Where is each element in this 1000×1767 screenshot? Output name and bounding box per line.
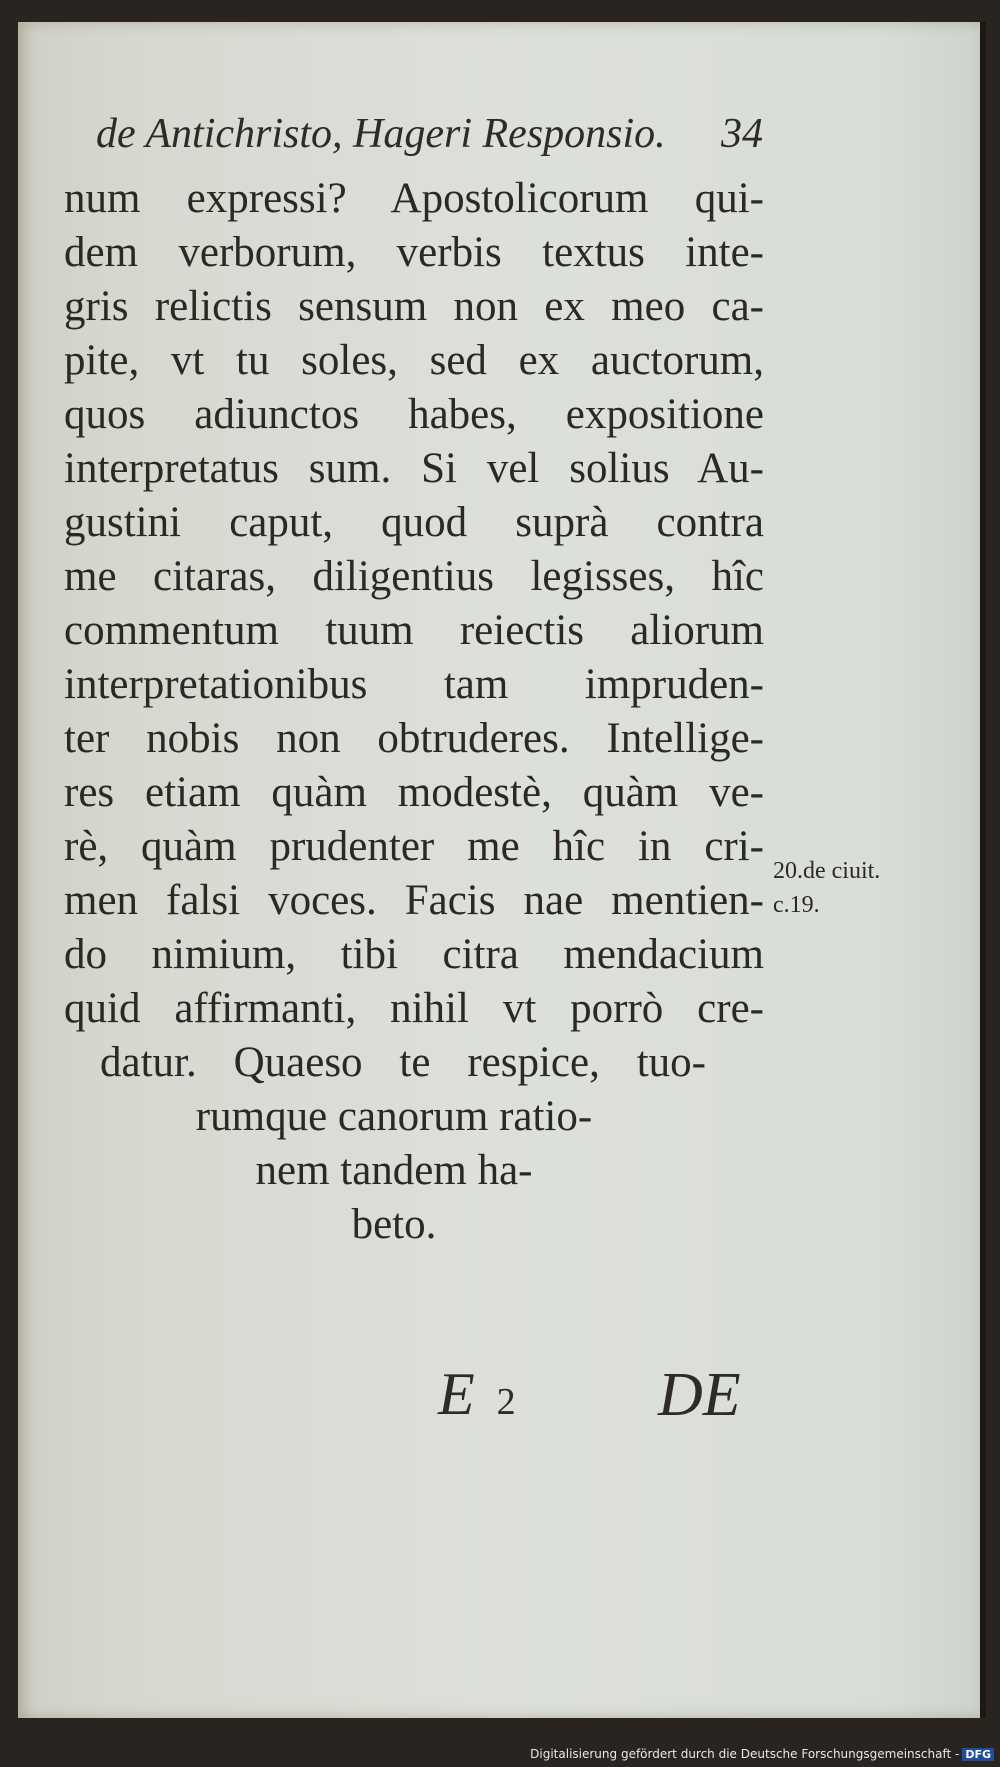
margin-note-line: c.19. xyxy=(773,892,820,918)
text-line: datur. Quaeso te respice, tuo- xyxy=(100,1039,706,1086)
text-line: quid affirmanti, nihil vt porrò cre- xyxy=(64,985,764,1032)
text-line: res etiam quàm modestè, quàm ve- xyxy=(64,769,764,816)
text-line: beto. xyxy=(351,1201,437,1248)
body-text xyxy=(64,172,764,1252)
digitization-footer xyxy=(530,1747,994,1761)
margin-note xyxy=(773,854,880,922)
book-page xyxy=(18,22,986,1718)
text-line: dem verborum, verbis textus inte- xyxy=(64,229,764,276)
catchword: DE xyxy=(658,1361,741,1429)
signature-letter: E xyxy=(438,1361,475,1427)
margin-note-line: 20.de ciuit. xyxy=(773,858,881,884)
signature-mark xyxy=(438,1360,516,1429)
text-line: interpretationibus tam impruden- xyxy=(64,661,764,708)
text-line: pite, vt tu soles, sed ex auctorum, xyxy=(64,337,764,384)
text-line: rè, quàm prudenter me hîc in cri- xyxy=(64,823,764,870)
text-line: interpretatus sum. Si vel solius Au- xyxy=(64,445,764,492)
text-line: gustini caput, quod suprà contra xyxy=(64,499,764,546)
text-line: me citaras, diligentius legisses, hîc xyxy=(64,553,764,600)
text-line: rumque canorum ratio- xyxy=(195,1093,593,1140)
dfg-logo: DFG xyxy=(962,1748,994,1761)
text-line: nem tandem ha- xyxy=(255,1147,533,1194)
text-line: men falsi voces. Facis nae mentien- xyxy=(64,877,764,924)
text-line: num expressi? Apostolicorum qui- xyxy=(64,175,764,222)
text-line: ter nobis non obtruderes. Intellige- xyxy=(64,715,764,762)
text-line: quos adiunctos habes, expositione xyxy=(64,391,764,438)
text-line: do nimium, tibi citra mendacium xyxy=(64,931,764,978)
page-number: 34 xyxy=(721,111,763,157)
running-title: de Antichristo, Hageri Responsio. xyxy=(96,111,666,157)
text-line: gris relictis sensum non ex meo ca- xyxy=(64,283,764,330)
text-line: commentum tuum reiectis aliorum xyxy=(64,607,764,654)
signature-number: 2 xyxy=(496,1381,516,1423)
footer-text: Digitalisierung gefördert durch die Deutsche Forschungsgemeinschaft - xyxy=(530,1747,960,1761)
